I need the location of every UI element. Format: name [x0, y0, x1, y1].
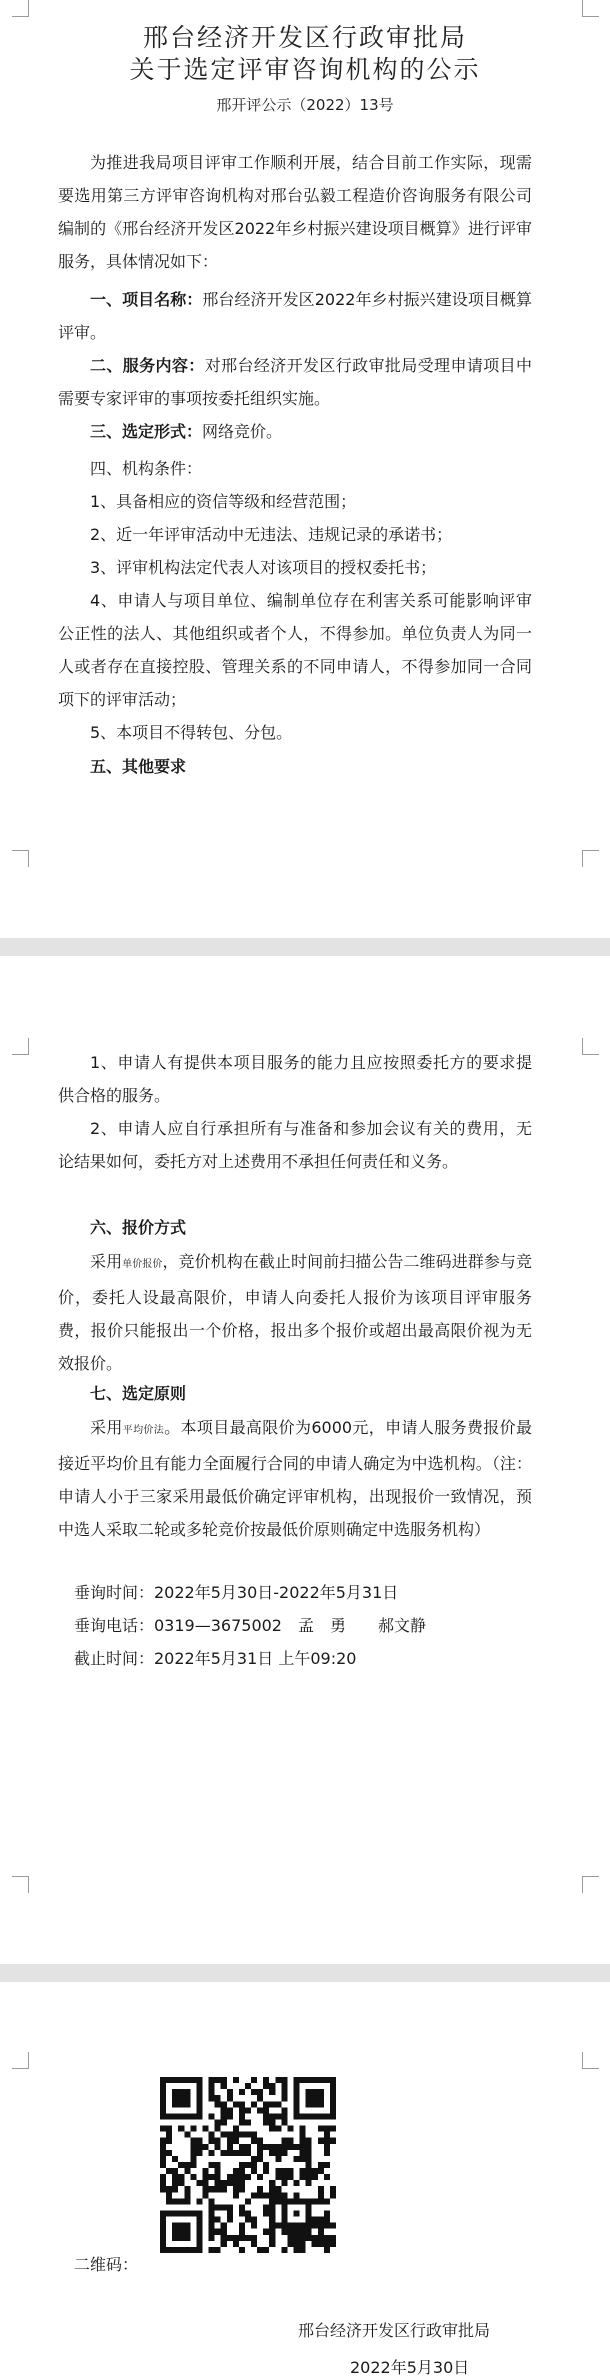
section-conditions-heading: 四、机构条件： — [90, 459, 203, 478]
crop-mark — [12, 0, 29, 17]
crop-mark — [582, 2052, 599, 2069]
qr-code-icon[interactable] — [160, 2077, 336, 2253]
condition-item: 2、近一年评审活动中无违法、违规记录的承诺书； — [90, 525, 453, 544]
deadline: 截止时间：2022年5月31日 上午09:20 — [74, 1649, 357, 1668]
section-quote — [58, 1245, 532, 1380]
signature-date: 2022年5月30日 — [350, 2358, 470, 2377]
section-text: 邢台经济开发区2022年乡村振兴建设项目概算评审。 — [58, 290, 532, 342]
crop-mark — [582, 1876, 599, 1893]
page-separator — [0, 938, 610, 956]
section-selection — [58, 415, 532, 448]
section-heading: 二、服务内容： — [90, 356, 205, 375]
principle-method: 平均价法 — [122, 1425, 165, 1436]
crop-mark — [12, 850, 29, 867]
condition-item: 1、具备相应的资信等级和经营范围； — [90, 492, 357, 511]
quote-method: 单价报价 — [122, 1259, 163, 1270]
crop-mark — [12, 1038, 29, 1055]
section-heading: 三、选定形式： — [90, 422, 203, 441]
page-separator — [0, 1964, 610, 1982]
signature-organization: 邢台经济开发区行政审批局 — [298, 2321, 491, 2340]
condition-item: 3、评审机构法定代表人对该项目的授权委托书； — [90, 558, 437, 577]
condition-item: 5、本项目不得转包、分包。 — [90, 723, 293, 742]
section-other-heading: 五、其他要求 — [90, 757, 187, 776]
section-text: ，竞价机构在截止时间前扫描公告二维码进群参与竞价，委托人设最高限价，申请人向委托人报价为该项目评审服务费，报价只能报出一个价格，报出多个报价或超出最高限价视为无效报价。 — [58, 1252, 532, 1373]
section-heading: 一、项目名称： — [90, 290, 203, 309]
section-principle — [58, 1411, 532, 1546]
section-text: 网络竞价。 — [202, 422, 283, 441]
consult-time: 垂询时间：2022年5月30日-2022年5月31日 — [74, 1583, 399, 1602]
consult-phone: 垂询电话：0319—3675002 孟 勇 郝文静 — [74, 1616, 426, 1635]
section-text: 。本项目最高限价为6000元，申请人服务费报价最接近平均价且有能力全面履行合同的申请人确定为中选机构。（注：申请人小于三家采用最低价确定评审机构，出现报价一致情况，预中选人采取二轮或多轮竞价按最低价原则确定中选服务机构） — [58, 1418, 532, 1539]
crop-mark — [582, 1038, 599, 1055]
crop-mark — [582, 0, 599, 17]
condition-item: 4、申请人与项目单位、编制单位存在利害关系可能影响评审公正性的法人、其他组织或者个人，不得参加。单位负责人为同一人或者存在直接控股、管理关系的不同申请人，不得参加同一合同项下的评审活动； — [58, 591, 532, 709]
section-text: 采用 — [90, 1252, 123, 1271]
other-item: 2、申请人应自行承担所有与准备和参加会议有关的费用，无论结果如何，委托方对上述费用不承担任何责任和义务。 — [58, 1119, 532, 1171]
page-title-line1: 邢台经济开发区行政审批局 — [142, 23, 467, 52]
crop-mark — [582, 850, 599, 867]
page-title-line2: 关于选定评审咨询机构的公示 — [129, 55, 481, 84]
document-number: 邢开评公示（2022）13号 — [216, 96, 394, 114]
other-item: 1、申请人有提供本项目服务的能力且应按照委托方的要求提供合格的服务。 — [58, 1053, 532, 1105]
section-service — [58, 349, 532, 415]
section-text: 采用 — [90, 1418, 123, 1437]
document-page-3 — [0, 1982, 610, 2375]
intro-paragraph: 为推进我局项目评审工作顺利开展，结合目前工作实际，现需要选用第三方评审咨询机构对邢台弘毅工程造价咨询服务有限公司编制的《邢台经济开发区2022年乡村振兴建设项目概算》进行评审服务，具体情况如下： — [58, 153, 532, 271]
section-project-name — [58, 283, 532, 349]
section-quote-heading: 六、报价方式 — [90, 1218, 187, 1237]
section-text: 对邢台经济开发区行政审批局受理申请项目中需要专家评审的事项按委托组织实施。 — [58, 356, 532, 408]
crop-mark — [12, 2052, 29, 2069]
document-page-2 — [0, 956, 610, 1964]
qr-label: 二维码： — [74, 2255, 139, 2274]
document-page-1 — [0, 0, 610, 938]
crop-mark — [12, 1876, 29, 1893]
section-principle-heading: 七、选定原则 — [90, 1384, 187, 1403]
